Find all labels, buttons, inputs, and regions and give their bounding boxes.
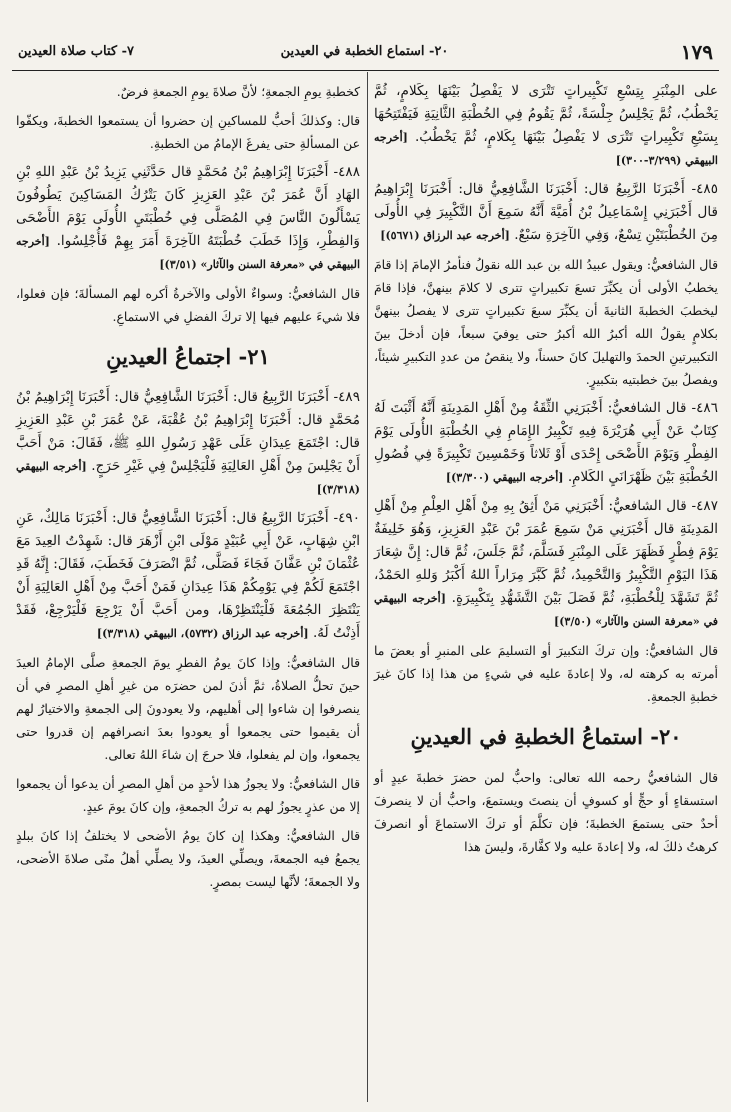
- hadith-489: [16, 386, 360, 501]
- commentary-paragraph: قال الشافعيُّ: وإن تركَ التكبيرَ أو التسليمَ على المنبرِ أو بعضَ ما أمرته به كرهته له، ولا إعادةَ عليه في شيءٍ من هذا إذا كانَ غيرَ خطبةِ الجمعةِ.: [374, 643, 718, 704]
- right-column: [374, 80, 718, 864]
- commentary-paragraph: قال الشافعيُّ رحمه الله تعالى: واحبُّ لمن حضرَ خطبةَ عيدٍ أو استسقاءٍ أو حجٍّ أو كسوفٍ أن ينصتَ ويستمعَ، واحبُّ أن لا ينصرفَ أحدٌ حتى يستمعَ الخطبةَ؛ فإن تكلَّمَ أو تركَ الاستماعَ أو انصرفَ كرهتُ ذلكَ له، ولا إعادةَ عليه ولا كفَّارةَ، وليسَ هذا: [374, 770, 718, 854]
- page-number: ١٧٩: [680, 40, 713, 64]
- paragraph-text: ٤٨٥- أَخْبَرَنَا الرَّبِيعُ قال: أَخْبَرَنَا الشَّافِعِيُّ قال: أَخْبَرَنَا إِبْرَاهِيمُ قال أَخْبَرَنِي إِسْمَاعِيلُ بْنُ أُمَيَّةَ أَنَّهُ سَمِعَ أَنَّ التَّكْبِيرَ فِي الأُولَى مِنَ الخُطْبَتَيْنِ تِسْعٌ، وَفِي الآخِرَةِ سَبْعٌ.: [374, 181, 718, 243]
- commentary-paragraph: قال الشافعيُّ: ولا يجوزُ هذا لأحدٍ من أهلِ المصرِ أن يدعوا أن يجمعوا إلا من عذرٍ يجوزُ لهم به تركُ الجمعةِ، وإن كانَ يومَ عيدٍ.: [16, 776, 360, 814]
- section-heading-21: ٢١- اجتماعُ العيدينِ: [106, 344, 270, 369]
- commentary-paragraph: قال: وكذلكَ أحبُّ للمساكينِ إن حضروا أن يستمعوا الخطبةَ، ويكفّوا عن المسألةِ حتى يفرغَ الإمامُ من الخطبةِ.: [16, 113, 360, 151]
- left-column: [16, 80, 360, 899]
- hadith-continuation: [374, 80, 718, 172]
- paragraph-text: ٤٨٨- أَخْبَرَنَا إِبْرَاهِيمُ بْنُ مُحَمَّدٍ قال حَدَّثَنِي يَزِيدُ بْنُ عَبْدِ اللهِ بْنِ الهَادِ أَنَّ عُمَرَ بْنَ عَبْدِ العَزِيزِ كَانَ يَتْرُكُ المَسَاكِينَ يَطُوفُونَ يَسْأَلُونَ النَّاسَ فِي المُصَلَّى فِي خُطْبَتَيِ الأُولَى يَوْمَ الأَضْحَى وَالفِطْرِ، وَإِذَا خَطَبَ خُطْبَتَهُ الآخِرَةَ أَمَرَ بِهِمْ فَأُجْلِسُوا.: [16, 164, 360, 249]
- running-header: [12, 38, 717, 66]
- commentary-paragraph: كخطبةِ يومِ الجمعةِ؛ لأنَّ صلاةَ يومِ الجمعةِ فرضٌ.: [116, 84, 360, 99]
- paragraph-text: على المِنْبَرِ بِتِسْعِ تَكْبِيراتٍ تَتْرَى لا يَفْصِلُ بَيْنَهَا بِكَلامٍ، ثُمَّ يَخْطُبُ، ثُمَّ يَجْلِسُ جِلْسَةً، ثُمَّ يَقُومُ فِي الخُطْبَةِ الثَّانِيَةِ فَيَفْتَتِحُهَا بِسَبْعِ تَكْبِيراتٍ تَتْرَى لا يَفْصِلُ بَيْنَهَا بِكَلامٍ، ثُمَّ يَخْطُبُ.: [374, 83, 719, 145]
- section-heading-20: ٢٠- استماعُ الخطبةِ في العيدينِ: [410, 724, 682, 749]
- paragraph-text: ٤٨٩- أَخْبَرَنَا الرَّبِيعُ قال: أَخْبَرَنَا الشَّافِعِيُّ قال: أَخْبَرَنَا إِبْرَاهِيمُ بْنُ مُحَمَّدٍ قال: أَخْبَرَنَا إِبْرَاهِيمُ بْنُ عُقْبَةَ، عَنْ عُمَرَ بْنِ عَبْدِ العَزِيزِ قال: اجْتَمَعَ عِيدَانِ عَلَى عَهْدِ رَسُولِ اللهِ ﷺ، فَقَالَ: مَنْ أَحَبَّ أَنْ يَجْلِسَ مِنْ أَهْلِ العَالِيَةِ فَلْيَجْلِسْ فِي غَيْرِ حَرَجٍ.: [16, 389, 361, 474]
- hadith-485: [374, 178, 718, 247]
- section-running-title: ٢٠- استماع الخطبة في العيدين: [280, 44, 449, 59]
- source-citation: [أخرجه عبد الرزاق (٥٦٧١)]: [380, 229, 510, 242]
- source-citation: [أخرجه البيهقي (٣/٣١٨)]: [16, 460, 360, 496]
- commentary-paragraph: قال الشافعيُّ: ويقول عبيدُ الله بن عبد الله نقولُ فنأمرُ الإمامَ إذا قامَ يخطبُ الأولى أن يكبِّرَ تسعَ تكبيراتٍ تترى لا كلامَ بينهنَّ، فإذا قامَ ليخطبَ الخطبةَ الثانيةَ أن يكبِّرَ سبعَ تكبيراتٍ تترى لا يفصلُ بينهنَّ بكلامٍ يقولُ الله أكبرُ الله أكبرُ حتى يوفيَ سبعاً، فإن أدخلَ بينَ التكبيرتينِ الحمدَ والتهليلَ كانَ حسناً، ولا ينقصُ من عددِ التكبيرِ شيئاً، ويفصلُ بينَ خطبتيه بتكبيرٍ.: [374, 257, 718, 387]
- source-citation: [أخرجه البيهقي (٣/٢٩٩-٣٠٠)]: [374, 131, 718, 167]
- paragraph-text: ٤٨٧- قال الشافعيُّ: أَخْبَرَنِي مَنْ أَثِقُ بِهِ مِنْ أَهْلِ العِلْمِ مِنْ أَهْلِ المَدِينَةِ قال أَخْبَرَنِي مَنْ سَمِعَ عُمَرَ بْنَ عَبْدِ العَزِيزِ، وَهُوَ خَلِيفَةٌ يَوْمَ فِطْرٍ فَظَهَرَ عَلَى المِنْبَرِ فَسَلَّمَ، ثُمَّ جَلَسَ، ثُمَّ قال: إِنَّ شِعَارَ هَذَا اليَوْمِ التَّكْبِيرُ وَالتَّحْمِيدُ، ثُمَّ كَبَّرَ مِرَاراً اللهُ أَكْبَرُ وَللهِ الحَمْدُ، ثُمَّ تَشَهَّدَ لِلْخُطْبَةِ، ثُمَّ فَصَلَ بَيْنَ التَّشَهُّدِ بِتَكْبِيرَةٍ.: [374, 498, 718, 606]
- commentary-paragraph: قال الشافعيُّ: وإذا كانَ يومُ الفطرِ يومَ الجمعةِ صلَّى الإمامُ العيدَ حينَ تحلُّ الصلاةُ، ثمَّ أذنَ لمن حضرَه من غيرِ أهلِ المصرِ في أن ينصرفوا إن شاءوا إلى أهليهم، ولا يعودونَ إلى الجمعةِ والاختيارُ لهم أن يقيموا حتى يجمعوا أو يعودوا بعدَ انصرافهم إن قدروا حتى يجمعوا، وإن لم يفعلوا، فلا حرجَ إن شاءَ اللهُ تعالى.: [16, 655, 360, 762]
- source-citation: [أخرجه عبد الرزاق (٥٧٣٢)، البيهقي (٣/٣١٨)]: [96, 627, 309, 640]
- hadith-486: [374, 397, 718, 489]
- hadith-487: [374, 495, 718, 633]
- source-citation: [أخرجه البيهقي في «معرفة السنن والآثار» (٣/٥١)]: [16, 235, 360, 271]
- chapter-running-title: ٧- كتاب صلاة العيدين: [18, 44, 134, 59]
- commentary-paragraph: قال الشافعيُّ: وسواءٌ الأولى والآخرةُ أكره لهم المسألةَ؛ فإن فعلوا، فلا شيءَ عليهم فيها إلا تركَ الفضلِ في الاستماعِ.: [16, 286, 360, 324]
- source-citation: [أخرجه البيهقي في «معرفة السنن والآثار» (٣/٥٠)]: [374, 592, 718, 628]
- header-rule: [12, 70, 719, 71]
- commentary-paragraph: قال الشافعيُّ: وهكذا إن كانَ يومُ الأضحى لا يختلفُ إذا كانَ ببلدٍ يجمعُ فيه الجمعةَ، ويصلِّي العيدَ، ولا يصلِّي أهلُ منًى صلاةَ الأضحى، ولا الجمعةَ؛ لأنَّها ليست بمصرٍ.: [16, 828, 360, 889]
- hadith-488: [16, 161, 360, 276]
- column-divider: [367, 72, 368, 1102]
- paragraph-text: ٤٨٦- قال الشافعيُّ: أَخْبَرَنِي الثِّقَةُ مِنْ أَهْلِ المَدِينَةِ أَنَّهُ أَثْبَتَ لَهُ كِتَابٌ عَنْ أَبِي هُرَيْرَةَ فِيهِ تَكْبِيرُ الإِمَامِ فِي الخُطْبَةِ الأُولَى يَوْمَ الفِطْرِ وَيَوْمَ الأَضْحَى إِحْدَى أَوْ ثَلاثاً وَخَمْسِينَ تَكْبِيرَةً فِي فُصُولِ الخُطْبَةِ بَيْنَ ظَهْرَانَيِ الكَلامِ.: [374, 400, 718, 485]
- paragraph-text: ٤٩٠- أَخْبَرَنَا الرَّبِيعُ قال: أَخْبَرَنَا الشَّافِعِيُّ قال: أَخْبَرَنَا مَالِكٌ، عَنِ ابْنِ شِهَابٍ، عَنْ أَبِي عُبَيْدٍ مَوْلَى ابْنِ أَزْهَرَ قال: شَهِدْتُ العِيدَ مَعَ عُثْمَانَ بْنِ عَفَّانَ فَجَاءَ فَصَلَّى، ثُمَّ انْصَرَفَ فَخَطَبَ، فَقَالَ: إِنَّهُ قَدِ اجْتَمَعَ لَكُمْ فِي يَوْمِكُمْ هَذَا عِيدَانِ فَمَنْ أَحَبَّ مِنْ أَهْلِ العَالِيَةِ أَنْ يَنْتَظِرَ الجُمُعَةَ فَلْيَنْتَظِرْهَا، ومن أَحَبَّ أَنْ يَرْجِعَ فَلْيَرْجِعْ، فَقَدْ أَذِنْتُ لَهُ.: [16, 510, 360, 641]
- source-citation: [أخرجه البيهقي (٣/٣٠٠)]: [445, 471, 564, 484]
- hadith-490: [16, 507, 360, 645]
